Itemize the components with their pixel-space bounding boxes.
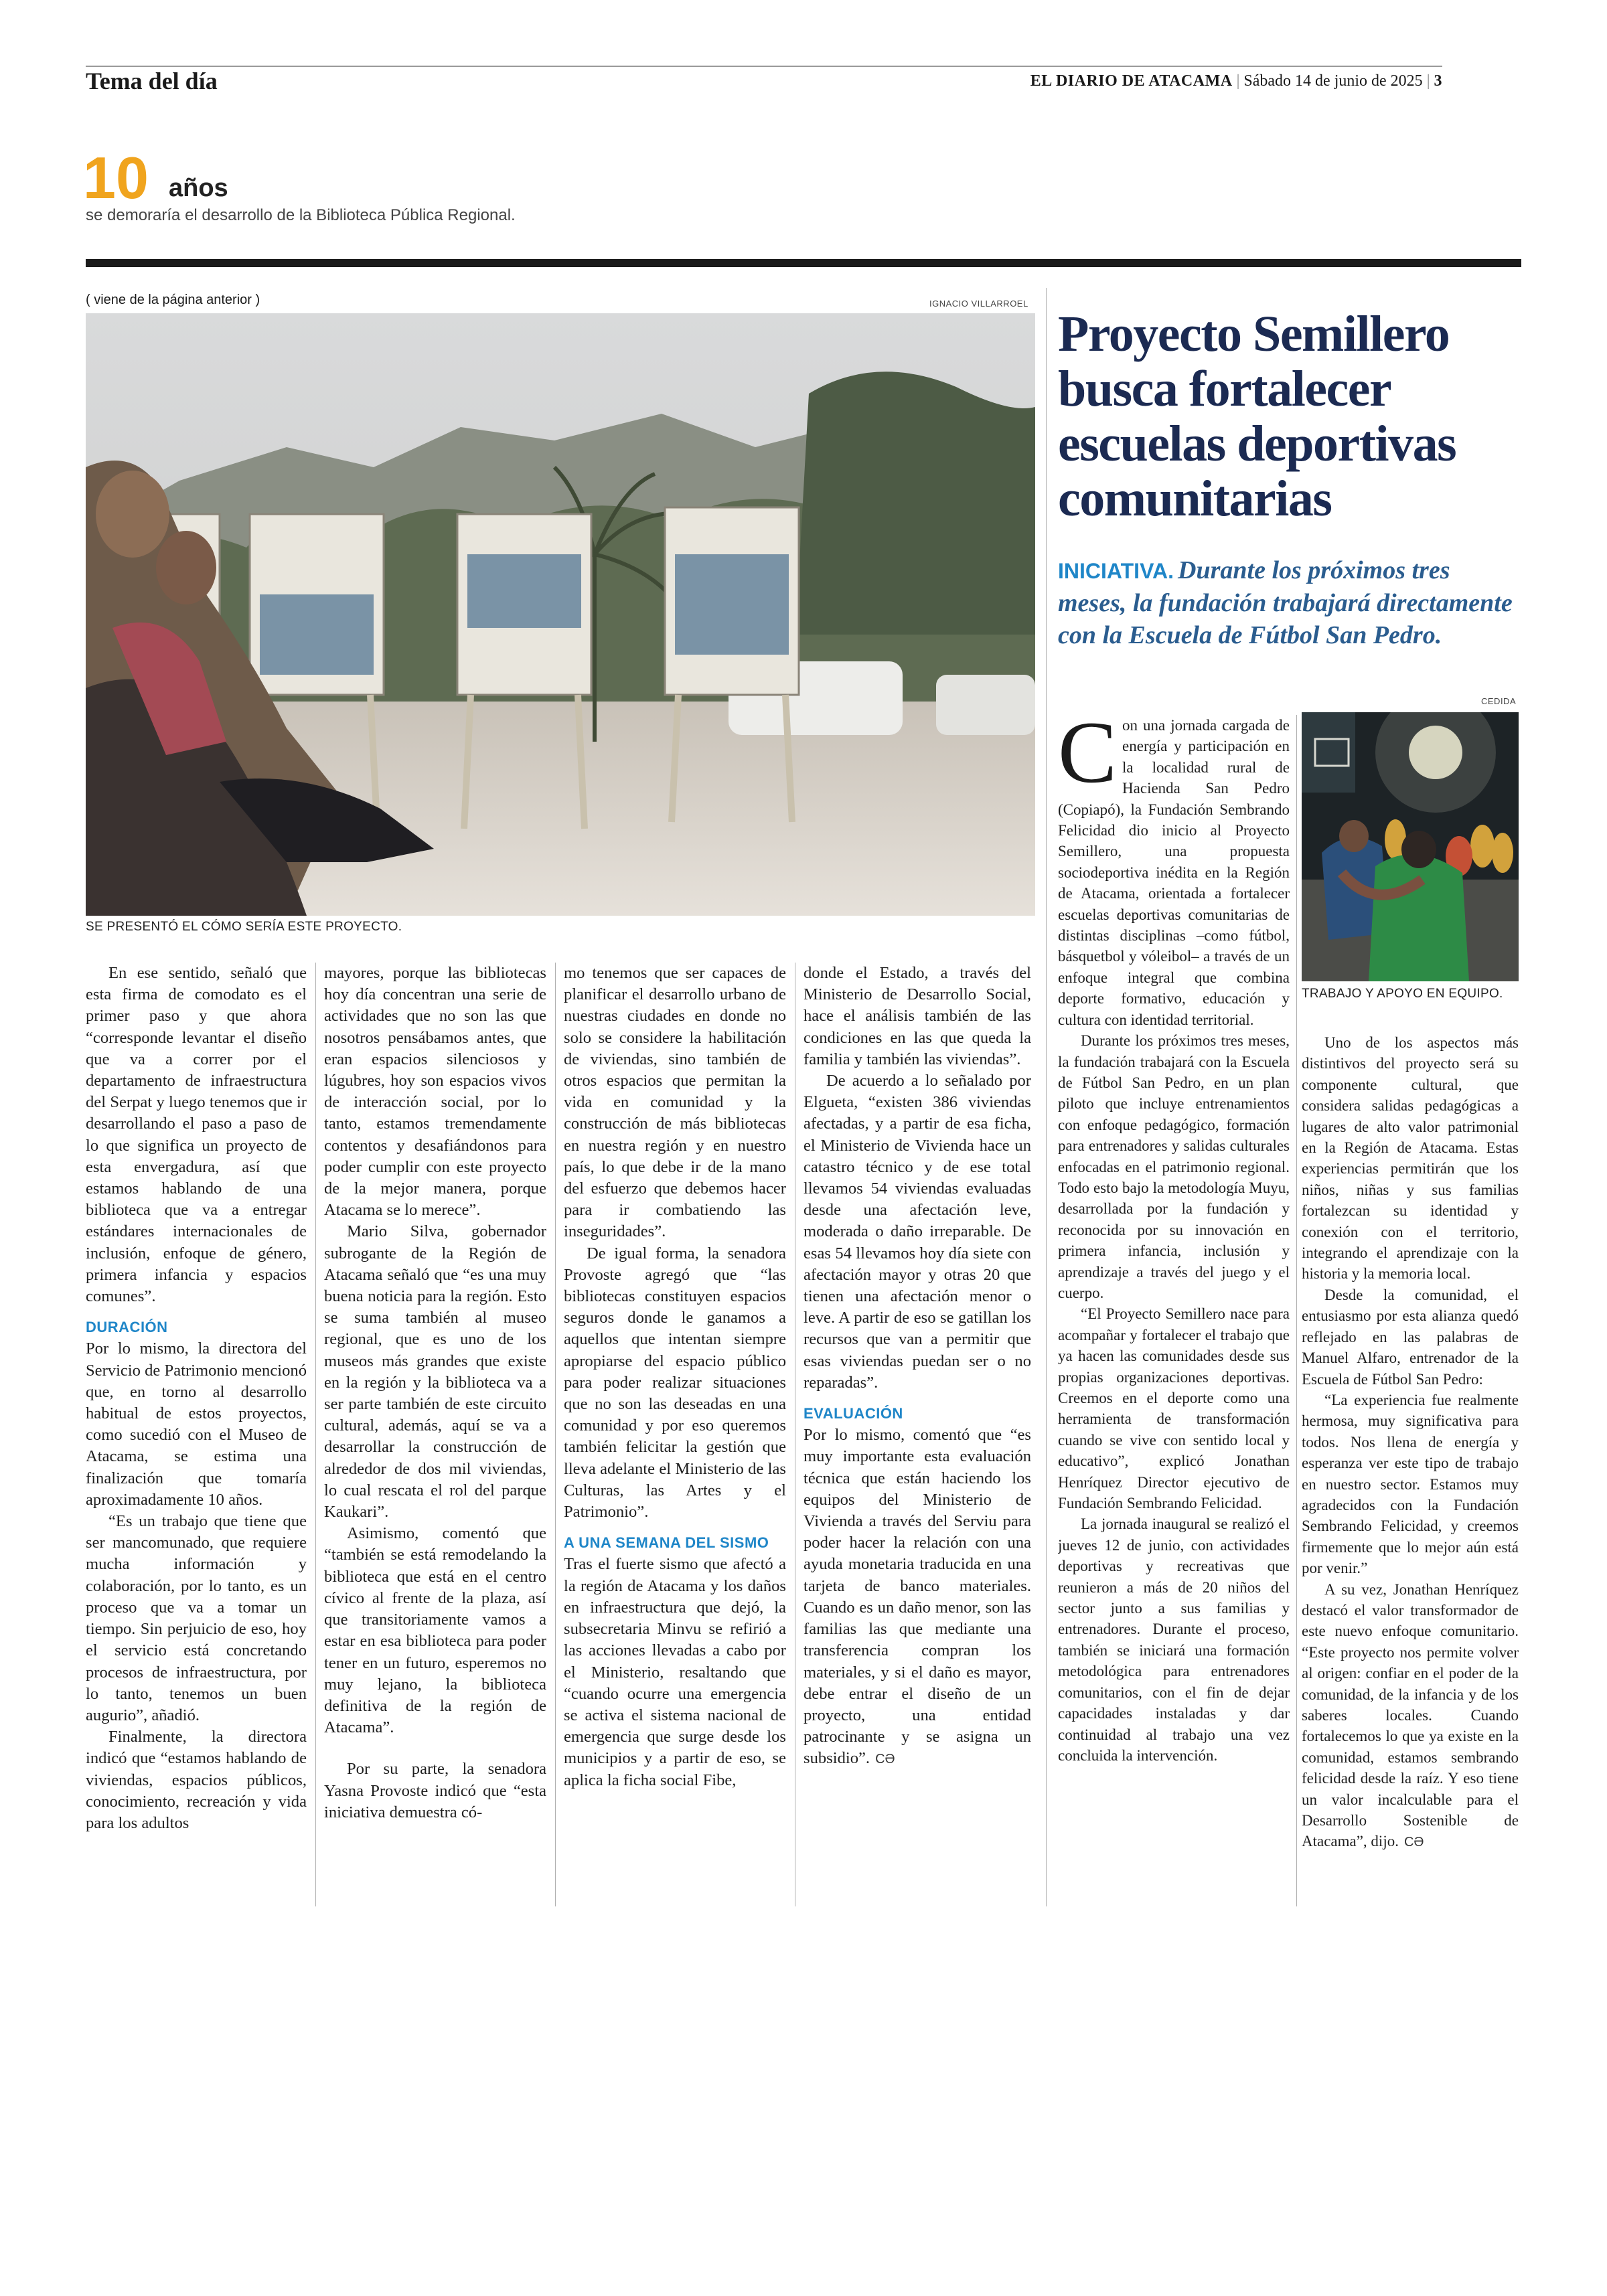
heavy-rule: [86, 259, 1521, 267]
drop-cap: C: [1058, 715, 1118, 801]
continued-label: ( viene de la página anterior ): [86, 293, 260, 307]
paragraph-text: Por lo mismo, comentó que “es muy importante esta evaluación técnica que están haciendo los equipos del Ministerio de Vivienda a través del Serviu para poder hacer la relación con una ayuda monetaria traducida en una tarjeta de banco materiales. Cuando es un daño menor, son las familias las que mediante una transferencia compran los materiales, y si el daño es mayor, debe entrar el diseño de un proyecto, una entidad patrocinante y se asigna un subsidio”.: [804, 1426, 1031, 1768]
stat-text: se demoraría el desarrollo de la Biblioteca Pública Regional.: [86, 206, 516, 224]
subheading: EVALUACIÓN: [804, 1405, 903, 1422]
page-number: 3: [1434, 72, 1442, 90]
subheading: DURACIÓN: [86, 1319, 168, 1336]
paragraph: De igual forma, la senadora Provoste agregó que “las bibliotecas constituyen espacios seguros donde le ganamos a aquellos que intentan siempre apropiarse del espacio público para poder realizar situaciones que no son las deseadas en una comunidad y por eso queremos también felicitar la gestión que lleva adelante el Ministerio de las Culturas, las Artes y el Patrimonio”.: [564, 1244, 786, 1522]
article-column: [1058, 715, 1290, 1906]
article-column: [564, 963, 786, 1906]
photo-credit: CEDIDA: [1481, 696, 1517, 706]
kicker: INICIATIVA.: [1058, 559, 1174, 583]
paragraph: Desde la comunidad, el entusiasmo por esta alianza quedó reflejado en las palabras de Manuel Alfaro, entrenador de la Escuela de Fútbol San Pedro:: [1302, 1286, 1519, 1388]
paragraph: [1302, 1579, 1519, 1854]
paper-name: EL DIARIO DE ATACAMA: [1030, 72, 1233, 90]
paragraph: De acuerdo a lo señalado por Elgueta, “existen 386 viviendas afectadas, y a partir de esa ficha, el Ministerio de Vivienda hace un catastro técnico y de ese total llevamos 54 viviendas evaluadas desde una afectación leve, moderada o daño irreparable. De esas 54 llevamos hoy día siete con afectación mayor y otras 20 que tienen una afectación menor o leve. A partir de eso se gatillan los recursos que van a permitir que esas viviendas puedan ser o no reparadas”.: [804, 1072, 1031, 1392]
deck-text: Durante los próximos tres meses, la fundación trabajará directamente con la Escuela de Fútbol San Pedro.: [1058, 556, 1513, 649]
paragraph: “El Proyecto Semillero nace para acompañar y fortalecer el trabajo que ya hacen las comunidades desde sus propias organizaciones deportivas. Creemos en el deporte como una herramienta de transformación cuando se vive con sentido local y educativo”, explicó Jonathan Henríquez Director ejecutivo de Fundación Sembrando Felicidad.: [1058, 1305, 1290, 1512]
article-column: [324, 963, 546, 1906]
paragraph: “Es un trabajo que tiene que ser mancomunado, que requiere mucha información y colaboración, por lo tanto, es un proceso que va a tomar un tiempo. Sin perjuicio de eso, hoy el servicio está concretando procesos de infraestructura, por lo tanto, tenemos un buen augurio”, añadió.: [86, 1512, 307, 1724]
paragraph: [1058, 715, 1290, 1030]
masthead: [1030, 72, 1442, 90]
end-mark: CƏ: [875, 1752, 895, 1767]
paragraph: La jornada inaugural se realizó el jueves 12 de junio, con actividades deportivas y recreativas que reunieron a más de 20 niños del sector junto a sus familias y entrenadores. Durante el proceso, también se iniciará una formación metodológica para entrenadores comunitarios, con el fin de dejar capacidades instaladas y dar continuidad al trabajo una vez concluida la intervención.: [1058, 1515, 1290, 1764]
paragraph: “La experiencia fue realmente hermosa, muy significativa para todos. Nos llena de energía y esperanza ver este tipo de trabajo en nuestro sector. Estamos muy agradecidos con la Fundación Sembrando Felicidad, y creemos firmemente que lo mejor aún está por venir.”: [1302, 1391, 1519, 1577]
paragraph: mo tenemos que ser capaces de planificar el desarrollo urbano de nuestras ciudades en donde no solo se considere la habilitación de viviendas, sino también de otros espacios que permitan la vida en comunidad y la construcción de más bibliotecas en nuestra región y en nuestro país, lo que debe ir de la mano del esfuerzo que debemos hacer para ir combatiendo las inseguridades”.: [564, 964, 786, 1241]
main-photo: [86, 313, 1035, 916]
paragraph: Finalmente, la directora indicó que “estamos hablando de viviendas, espacios públicos, conocimiento, recreación y vida para los adultos: [86, 1728, 307, 1832]
paragraph: Durante los próximos tres meses, la fundación trabajará con la Escuela de Fútbol San Pedro, en un plan piloto que incluye entrenamientos con enfoque pedagógico, formación para entrenadores y salidas culturales enfocadas en el patrimonio regional. Todo esto bajo la metodología Muyu, desarrollada por la fundación y reconocida por su innovación en primera infancia, inclusión y aprendizaje a través del juego y el cuerpo.: [1058, 1032, 1290, 1301]
paragraph: [804, 1424, 1031, 1770]
article-column: [1302, 1032, 1519, 1906]
paragraph: Por su parte, la senadora Yasna Provoste indicó que “esta iniciativa demuestra có-: [324, 1760, 546, 1821]
deck: [1058, 554, 1513, 651]
column-rule: [1296, 715, 1297, 1906]
paragraph: Por lo mismo, la directora del Servicio de Patrimonio mencionó que, en torno al desarrollo habitual de estos proyectos, como sucedió con el Museo de Atacama, se estima una finalización que tomaría aproximadamente 10 años.: [86, 1339, 307, 1509]
paragraph: Tras el fuerte sismo que afectó a la región de Atacama y los daños en infraestructura que dejó, la subsecretaria Minvu se refirió a las acciones llevadas a cabo por el Ministerio, resaltando que “cuando ocurre una emergencia se activa el sistema nacional de emergencia que surge desde los municipios y a partir de eso, se aplica la ficha social Fibe,: [564, 1555, 786, 1789]
photo-caption: TRABAJO Y APOYO EN EQUIPO.: [1302, 987, 1503, 1001]
paragraph-text: A su vez, Jonathan Henríquez destacó el valor transformador de este nuevo enfoque comunitario. “Este proyecto nos permite volver al origen: confiar en el poder de la comunidad, de la infancia y de los saberes locales. Cuando fortalecemos lo que ya existe en la comunidad, estamos sembrando felicidad desde la raíz. Y eso tiene un valor incalculable para el Desarrollo Sostenible de Atacama”, dijo.: [1302, 1580, 1519, 1850]
subheading: A UNA SEMANA DEL SISMO: [564, 1534, 769, 1552]
stat-unit: años: [169, 174, 228, 202]
headline: Proyecto Semillero busca fortalecer escuelas deportivas comunitarias: [1058, 306, 1456, 527]
team-photo: [1302, 712, 1519, 981]
paragraph: Asimismo, comentó que “también se está remodelando la biblioteca que está en el centro cívico al frente de la plaza, así que transitoriamente vamos a estar en esa biblioteca para poder tener en un futuro, esperemos no muy lejano, la biblioteca definitiva de la región de Atacama”.: [324, 1524, 546, 1737]
photo-caption: SE PRESENTÓ EL CÓMO SERÍA ESTE PROYECTO.: [86, 920, 402, 934]
separator: |: [1426, 72, 1430, 90]
separator: |: [1236, 72, 1240, 90]
column-rule: [315, 963, 316, 1906]
paragraph: Uno de los aspectos más distintivos del proyecto será su componente cultural, que considera salidas pedagógicas a lugares de alto valor patrimonial en la Región de Atacama. Estas experiencias permitirán que los niños, niñas y sus familias fortalezcan su identidad y conexión con el territorio, integrando el aprendizaje con la historia y la memoria local.: [1302, 1034, 1519, 1283]
column-rule: [555, 963, 556, 1906]
photo-credit: IGNACIO VILLARROEL: [929, 299, 1028, 309]
paragraph: En ese sentido, señaló que esta firma de comodato es el primer paso y que ahora “corresponde levantar el diseño que va a correr por el departamento de infraestructura del Serpat y luego tenemos que ir desarrollando el paso a paso de lo que significa un proyecto de esta envergadura, así que estamos hablando de una biblioteca que va a entregar estándares internacionales de inclusión, enfoque de género, primera infancia y espacios comunes”.: [86, 964, 307, 1306]
top-rule: [86, 66, 1442, 67]
paragraph: Mario Silva, gobernador subrogante de la Región de Atacama señaló que “es una muy buena noticia para la región. Esto se suma también al museo regional, que es uno de los museos más grandes que existe en la región y la biblioteca va a ser parte también de este circuito cultural, además, aquí se va a desarrollar la construcción de alrededor de dos mil viviendas, lo cual rescata el rol del parque Kaukari”.: [324, 1222, 546, 1522]
article-column: [804, 963, 1031, 1906]
paragraph: donde el Estado, a través del Ministerio de Desarrollo Social, hace el análisis también de las condiciones en las que queda la familia y también las viviendas”.: [804, 964, 1031, 1068]
end-mark: CƏ: [1403, 1835, 1424, 1850]
stat-number: 10: [83, 145, 149, 211]
issue-date: Sábado 14 de junio de 2025: [1243, 72, 1423, 90]
section-title: Tema del día: [86, 68, 218, 94]
paragraph-text: on una jornada cargada de energía y participación en la localidad rural de Hacienda San Pedro (Copiapó), la Fundación Sembrando Felicidad dio inicio al Proyecto Semillero, una propuesta sociodeportiva inédita en la Región de Atacama, orientada a fortalecer escuelas deportivas comunitarias de distintas disciplinas –como fútbol, básquetbol y vóleibol– a través de un enfoque integral que combina deporte formativo, educación y cultura con identidad territorial.: [1058, 717, 1290, 1028]
article-divider: [1046, 288, 1047, 1906]
article-column: [86, 963, 307, 1906]
paragraph: mayores, porque las bibliotecas hoy día concentran una serie de actividades que no son las que nosotros pensábamos antes, que eran espacios silenciosos y lúgubres, hoy son espacios vivos de interacción social, por lo tanto, estamos tremendamente contentos y desafiándonos para poder cumplir con este proyecto de la mejor manera, porque Atacama se lo merece”.: [324, 964, 546, 1220]
